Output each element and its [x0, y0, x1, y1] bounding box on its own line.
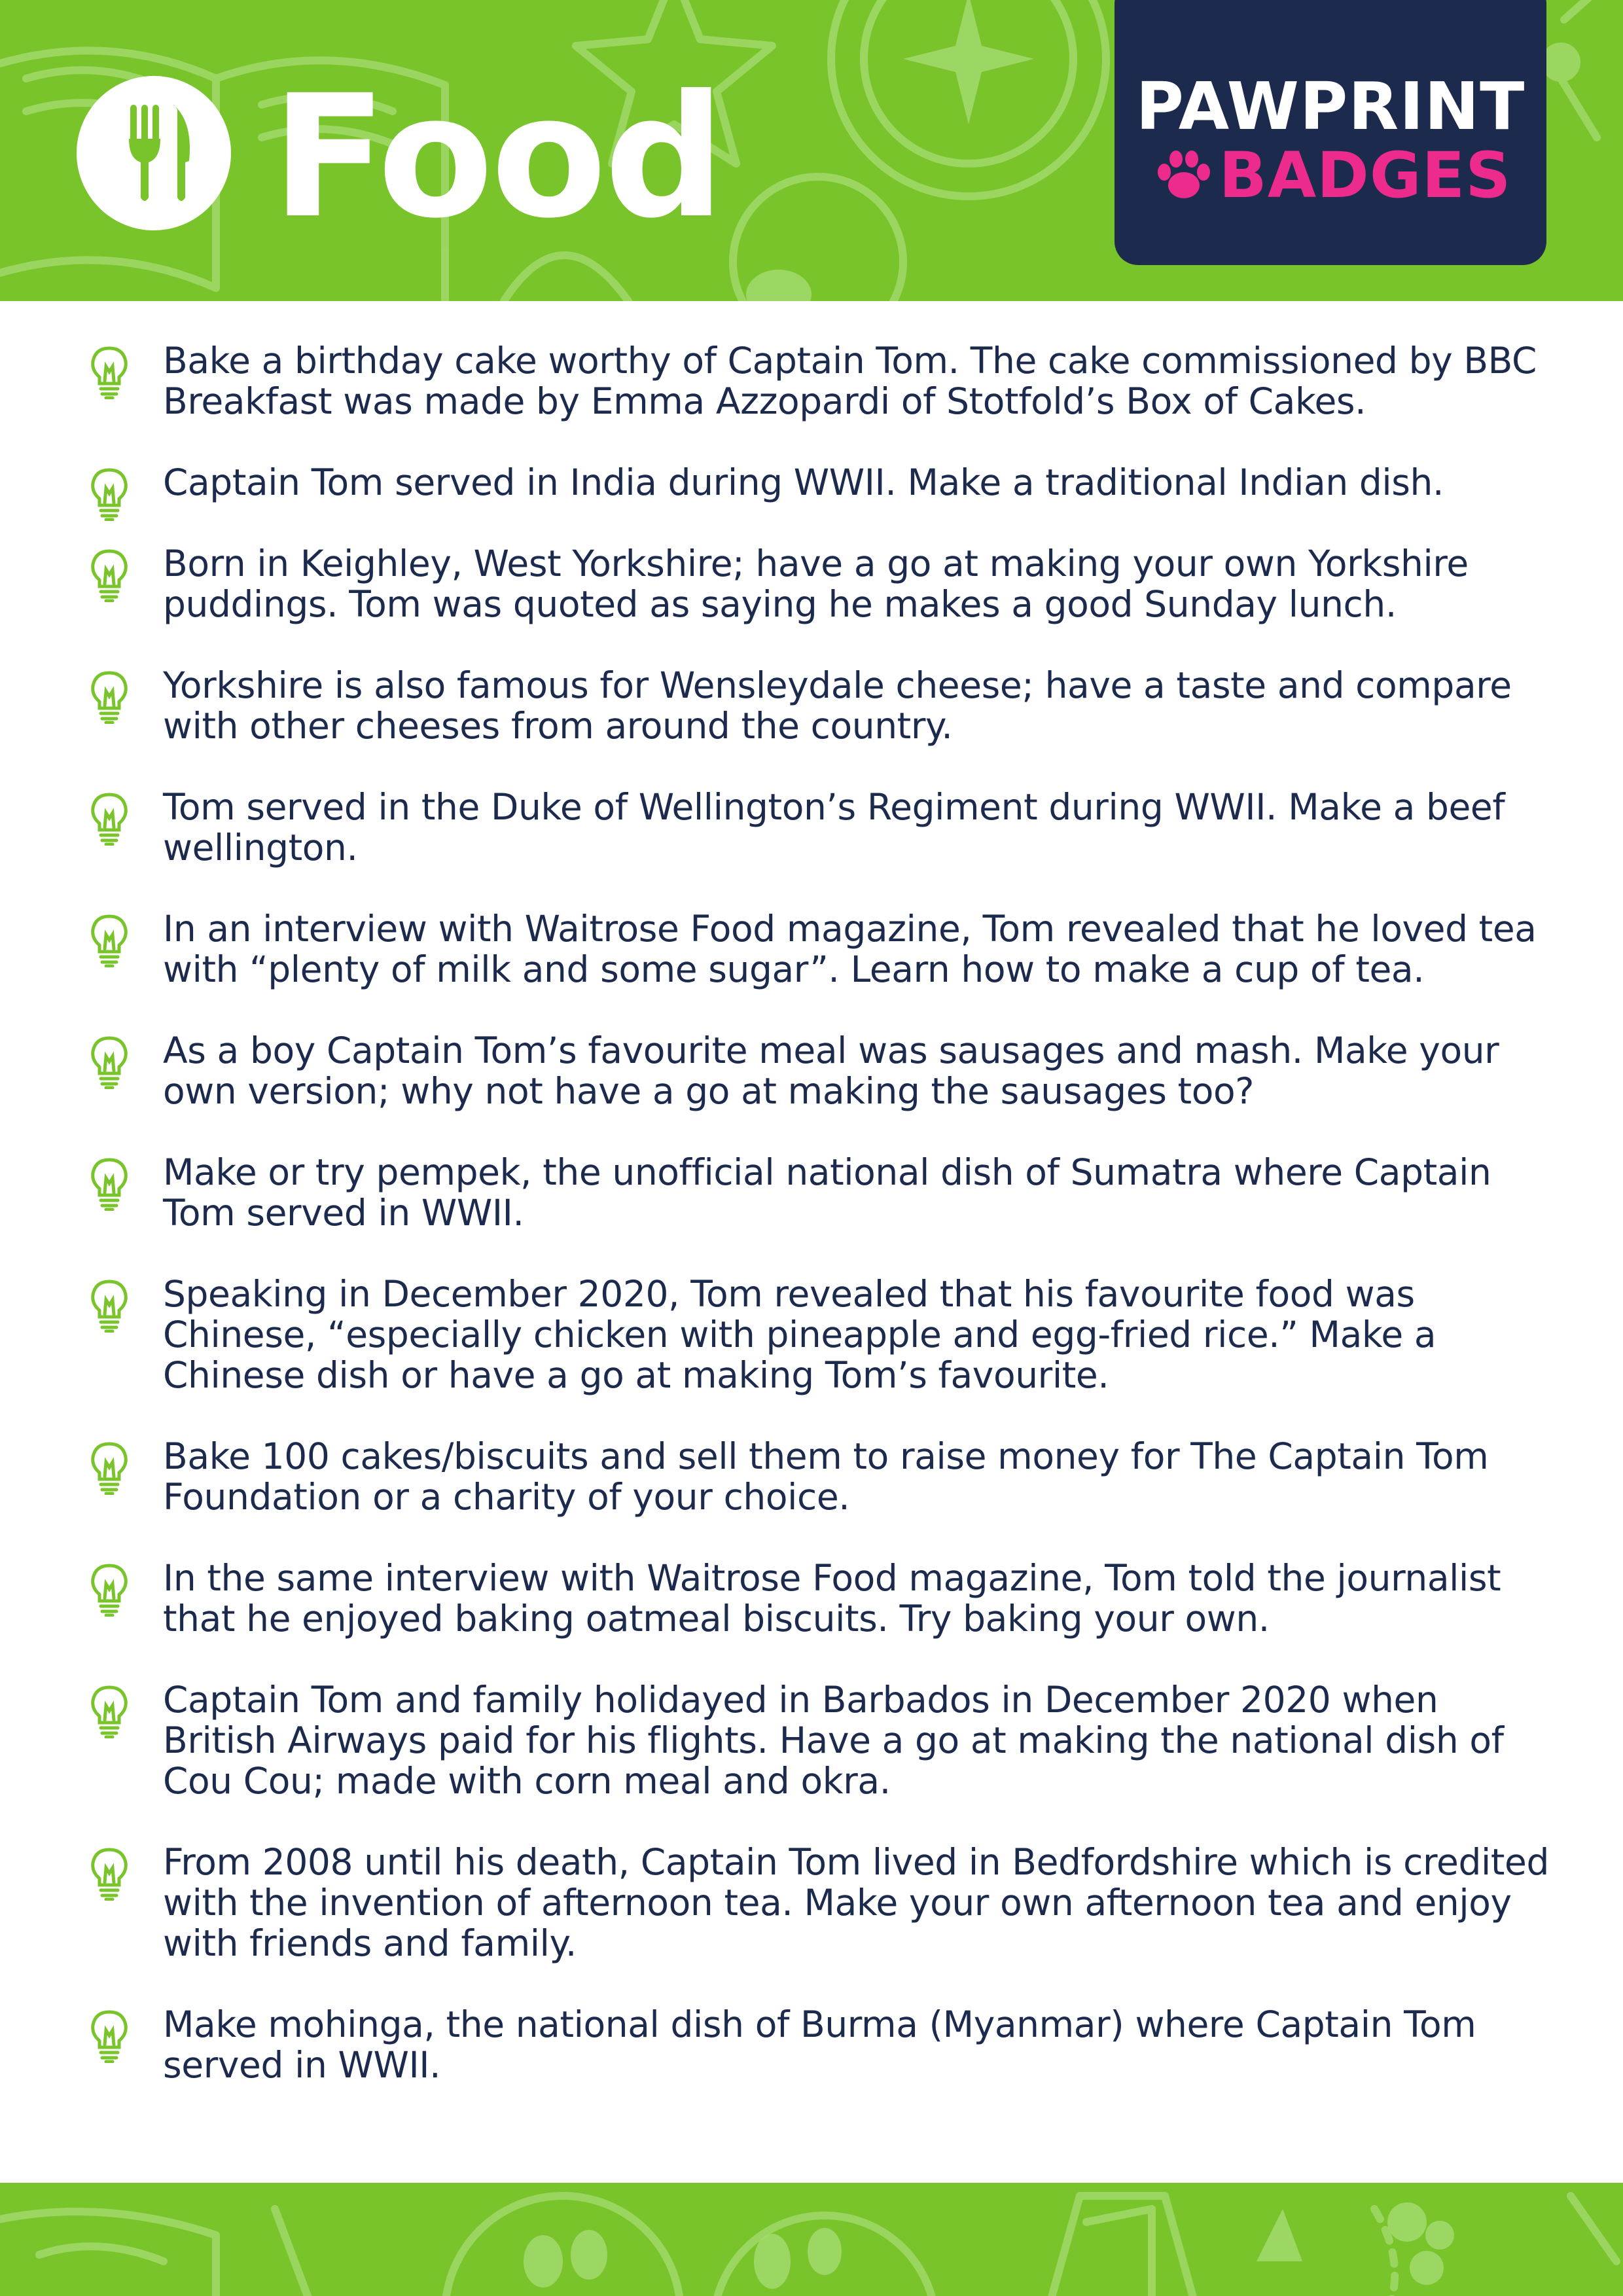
lightbulb-icon	[86, 1844, 132, 1901]
header-banner	[0, 0, 1623, 301]
activity-text: Captain Tom served in India during WWII. Make a traditional Indian dish.	[163, 461, 1444, 503]
activity-text: Captain Tom and family holidayed in Barbados in December 2020 when British Airways paid for his flights. Have a go at making the national dish of Cou Cou; made with corn meal and okra.	[163, 1679, 1504, 1802]
lightbulb-icon	[86, 911, 132, 967]
activity-text: In an interview with Waitrose Food magazine, Tom revealed that he loved tea with “plenty of milk and some sugar”. Learn how to make a cup of tea.	[163, 908, 1537, 990]
list-item	[86, 787, 1556, 868]
logo-line-pawprint: PAWPRINT	[1135, 68, 1525, 145]
lightbulb-icon	[86, 465, 132, 521]
list-item	[86, 1152, 1556, 1233]
lightbulb-icon	[86, 546, 132, 602]
list-item	[86, 462, 1556, 503]
list-item	[86, 1842, 1556, 1964]
list-item	[86, 1030, 1556, 1111]
list-item	[86, 665, 1556, 746]
paw-icon	[1150, 146, 1215, 205]
activity-text: Make or try pempek, the unofficial national dish of Sumatra where Captain Tom served in WWII.	[163, 1151, 1491, 1234]
activity-text: Tom served in the Duke of Wellington’s Regiment during WWII. Make a beef wellington.	[163, 786, 1505, 869]
lightbulb-icon	[86, 668, 132, 724]
activity-text: Born in Keighley, West Yorkshire; have a go at making your own Yorkshire puddings. Tom was quoted as saying he makes a good Sunday lunch.	[163, 543, 1469, 625]
lightbulb-icon	[86, 1276, 132, 1333]
activity-text: Bake 100 cakes/biscuits and sell them to raise money for The Captain Tom Foundation or a charity of your choice.	[163, 1435, 1489, 1518]
logo-line-badges: BADGES	[1219, 139, 1512, 212]
list-item	[86, 1274, 1556, 1395]
lightbulb-icon	[86, 1682, 132, 1738]
activity-text: In the same interview with Waitrose Food magazine, Tom told the journalist that he enjoyed baking oatmeal biscuits. Try baking your own.	[163, 1557, 1501, 1640]
activity-text: Speaking in December 2020, Tom revealed that his favourite food was Chinese, “especially chicken with pineapple and egg-fried rice.” Make a Chinese dish or have a go at making Tom’s favourite.	[163, 1273, 1436, 1396]
lightbulb-icon	[86, 1033, 132, 1089]
list-item	[86, 908, 1556, 990]
logo-line-badges-row	[1115, 139, 1546, 211]
activity-text: Bake a birthday cake worthy of Captain Tom. The cake commissioned by BBC Breakfast was made by Emma Azzopardi of Stotfold’s Box of Cakes.	[163, 340, 1537, 422]
lightbulb-icon	[86, 1560, 132, 1617]
lightbulb-icon	[86, 343, 132, 399]
activity-text: Make mohinga, the national dish of Burma (Myanmar) where Captain Tom served in WWII.	[163, 2003, 1476, 2086]
activity-list	[0, 340, 1623, 2085]
activity-text: Yorkshire is also famous for Wensleydale cheese; have a taste and compare with other cheeses from around the country.	[163, 664, 1512, 747]
list-item	[86, 340, 1556, 422]
list-item	[86, 543, 1556, 624]
activity-text: As a boy Captain Tom’s favourite meal was sausages and mash. Make your own version; why not have a go at making the sausages too?	[163, 1030, 1499, 1112]
lightbulb-icon	[86, 1439, 132, 1495]
footer-banner	[0, 2183, 1623, 2296]
lightbulb-icon	[86, 1155, 132, 1211]
doodle-pattern	[0, 2183, 1623, 2296]
page-title: Food	[272, 59, 722, 255]
lightbulb-icon	[86, 789, 132, 846]
pawprint-badges-logo	[1115, 0, 1546, 265]
activity-text: From 2008 until his death, Captain Tom lived in Bedfordshire which is credited with the invention of afternoon tea. Make your own afternoon tea and enjoy with friends and family.	[163, 1841, 1549, 1964]
list-item	[86, 2004, 1556, 2085]
fork-and-knife-icon	[77, 76, 231, 230]
list-item	[86, 1679, 1556, 1801]
lightbulb-icon	[86, 2007, 132, 2063]
list-item	[86, 1558, 1556, 1639]
list-item	[86, 1436, 1556, 1517]
